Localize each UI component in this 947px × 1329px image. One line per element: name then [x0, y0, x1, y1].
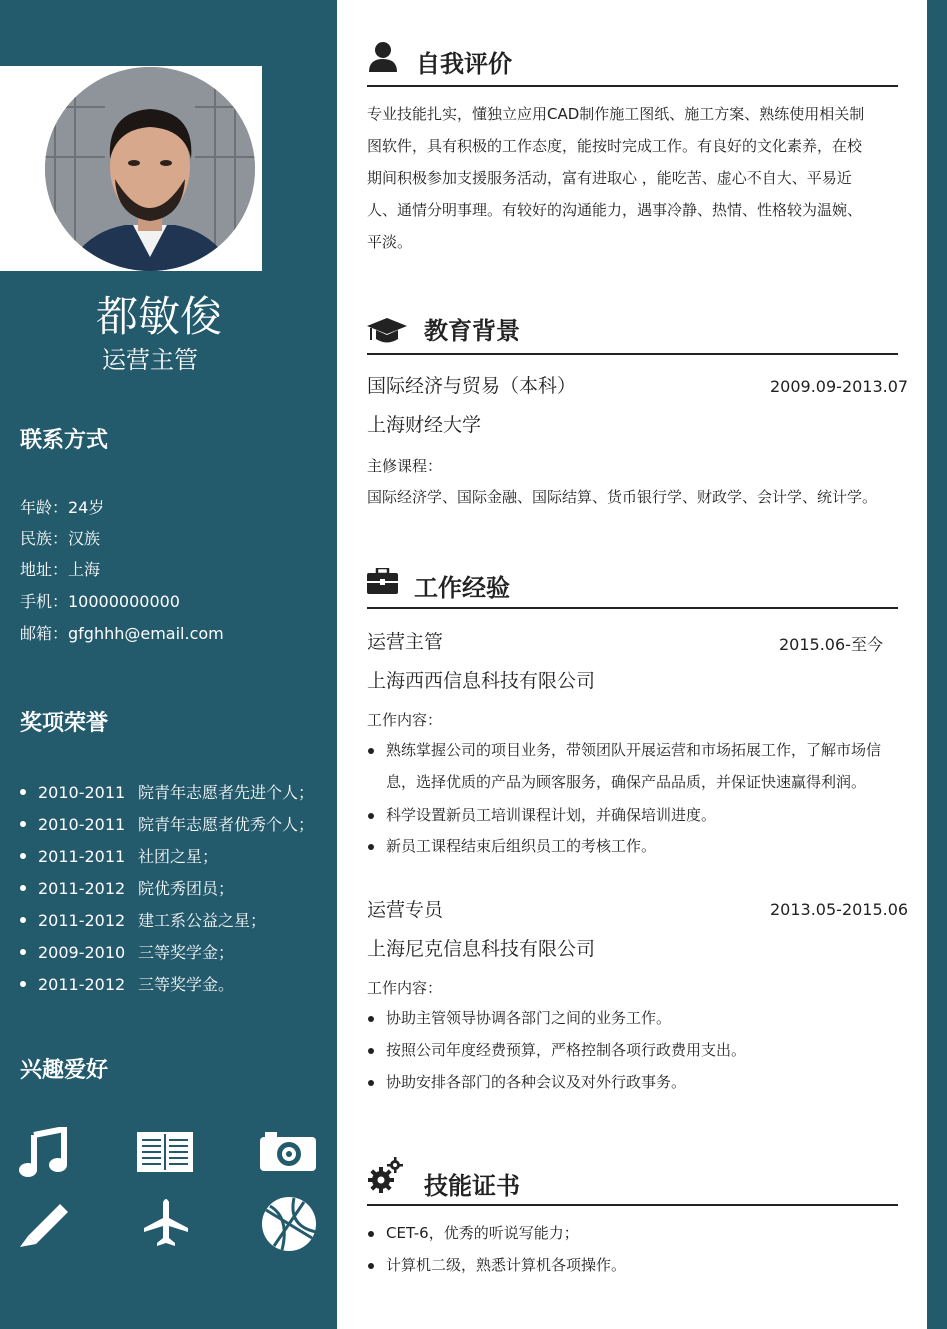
job-dates: 2015.06-至今: [779, 635, 883, 654]
basketball-icon: [260, 1196, 318, 1252]
skill-item: 计算机二级，熟悉计算机各项操作。: [367, 1249, 899, 1281]
skills-heading: 技能证书: [424, 1172, 520, 1200]
job-bullet: 新员工课程结束后组织员工的考核工作。: [367, 830, 899, 862]
award-text: 社团之星；: [138, 847, 219, 866]
award-years: 2009-2010: [38, 943, 126, 962]
edu-courses: 国际经济学、国际金融、国际结算、货币银行学、财政学、会计学、统计学。: [367, 488, 878, 506]
airplane-icon: [142, 1198, 190, 1248]
self-eval-header: [367, 36, 898, 87]
book-icon: [136, 1130, 194, 1174]
bullet-dot: [20, 949, 26, 955]
job-bullet: 协助主管领导协调各部门之间的业务工作。: [367, 1002, 899, 1034]
right-border-strip: [927, 0, 947, 1329]
job-bullet: 按照公司年度经费预算，严格控制各项行政费用支出。: [367, 1034, 899, 1066]
job-content-label: 工作内容：: [367, 711, 443, 729]
camera-icon: [259, 1130, 317, 1172]
contact-address: 地址：上海: [20, 560, 101, 579]
job-title: 运营主管: [102, 346, 198, 374]
award-text: 三等奖学金。: [138, 975, 235, 994]
award-text: 院优秀团员；: [138, 879, 235, 898]
contact-email: 邮箱：gfghhh@email.com: [20, 624, 224, 643]
awards-list: [20, 780, 314, 1004]
hobbies-heading: 兴趣爱好: [20, 1058, 109, 1083]
bullet-dot: [20, 821, 26, 827]
job-company: 上海尼克信息科技有限公司: [367, 938, 596, 960]
award-years: 2010-2011: [38, 783, 126, 802]
award-item: [20, 940, 314, 972]
award-item: [20, 876, 314, 908]
contact-ethnicity: 民族：汉族: [20, 529, 101, 548]
work-heading: 工作经验: [414, 574, 510, 602]
person-name: 都敏俊: [95, 292, 222, 341]
briefcase-icon: [367, 568, 398, 594]
job-company: 上海西西信息科技有限公司: [367, 670, 596, 692]
award-text: 建工系公益之星；: [138, 911, 267, 930]
self-eval-line: 人、通情分明事理。有较好的沟通能力，遇事冷静、热情、性格较为温婉、: [367, 201, 863, 219]
contact-phone: 手机：10000000000: [20, 592, 180, 611]
award-years: 2011-2012: [38, 975, 126, 994]
work-header: [367, 562, 898, 609]
award-text: 院青年志愿者优秀个人；: [138, 815, 315, 834]
award-item: [20, 844, 314, 876]
award-text: 院青年志愿者先进个人；: [138, 783, 315, 802]
graduation-cap-icon: [367, 316, 407, 346]
self-eval-line: 图软件，具有积极的工作态度，能按时完成工作。有良好的文化素养，在校: [367, 137, 863, 155]
award-item: [20, 972, 314, 1004]
self-eval-line: 专业技能扎实，懂独立应用CAD制作施工图纸、施工方案、熟练使用相关制: [367, 105, 865, 123]
award-years: 2011-2012: [38, 879, 126, 898]
pencil-icon: [18, 1200, 68, 1248]
job-position: 运营专员: [367, 899, 444, 921]
profile-photo: [45, 67, 255, 271]
self-eval-line: 平淡。: [367, 233, 413, 251]
person-icon: [369, 42, 397, 72]
job-content-label: 工作内容：: [367, 979, 443, 997]
skills-header: [367, 1154, 898, 1206]
edu-school: 上海财经大学: [367, 414, 482, 436]
self-eval-text: [367, 98, 899, 258]
job-bullet: 科学设置新员工培训课程计划，并确保培训进度。: [367, 799, 899, 831]
bullet-dot: [20, 853, 26, 859]
bullet-dot: [20, 789, 26, 795]
contact-heading: 联系方式: [20, 428, 109, 453]
award-item: [20, 812, 314, 844]
skill-item: CET-6，优秀的听说写能力；: [367, 1217, 899, 1249]
education-header: [367, 306, 898, 355]
job-bullet: 熟练掌握公司的项目业务，带领团队开展运营和市场拓展工作，了解市场信息，选择优质的产品为顾客服务，确保产品品质，并保证快速赢得利润。: [367, 734, 899, 798]
gears-icon: [367, 1156, 403, 1194]
edu-dates: 2009.09-2013.07: [770, 377, 909, 396]
award-years: 2011-2012: [38, 911, 126, 930]
music-icon: [18, 1127, 68, 1177]
bullet-dot: [20, 917, 26, 923]
award-item: [20, 908, 314, 940]
edu-major: 国际经济与贸易（本科）: [367, 375, 577, 397]
job-dates: 2013.05-2015.06: [770, 900, 909, 919]
award-text: 三等奖学金；: [138, 943, 235, 962]
bullet-dot: [20, 885, 26, 891]
self-eval-heading: 自我评价: [416, 50, 512, 78]
bullet-dot: [20, 981, 26, 987]
sidebar: [0, 0, 337, 1329]
award-years: 2011-2011: [38, 847, 126, 866]
education-heading: 教育背景: [424, 317, 520, 345]
self-eval-line: 期间积极参加支援服务活动，富有进取心 ，能吃苦、虚心不自大、平易近: [367, 169, 852, 187]
contact-age: 年龄：24岁: [20, 498, 105, 517]
award-item: [20, 780, 314, 812]
edu-courses-label: 主修课程：: [367, 457, 443, 475]
job-bullet: 协助安排各部门的各种会议及对外行政事务。: [367, 1066, 899, 1098]
award-years: 2010-2011: [38, 815, 126, 834]
awards-heading: 奖项荣誉: [20, 711, 109, 736]
job-position: 运营主管: [367, 631, 444, 653]
